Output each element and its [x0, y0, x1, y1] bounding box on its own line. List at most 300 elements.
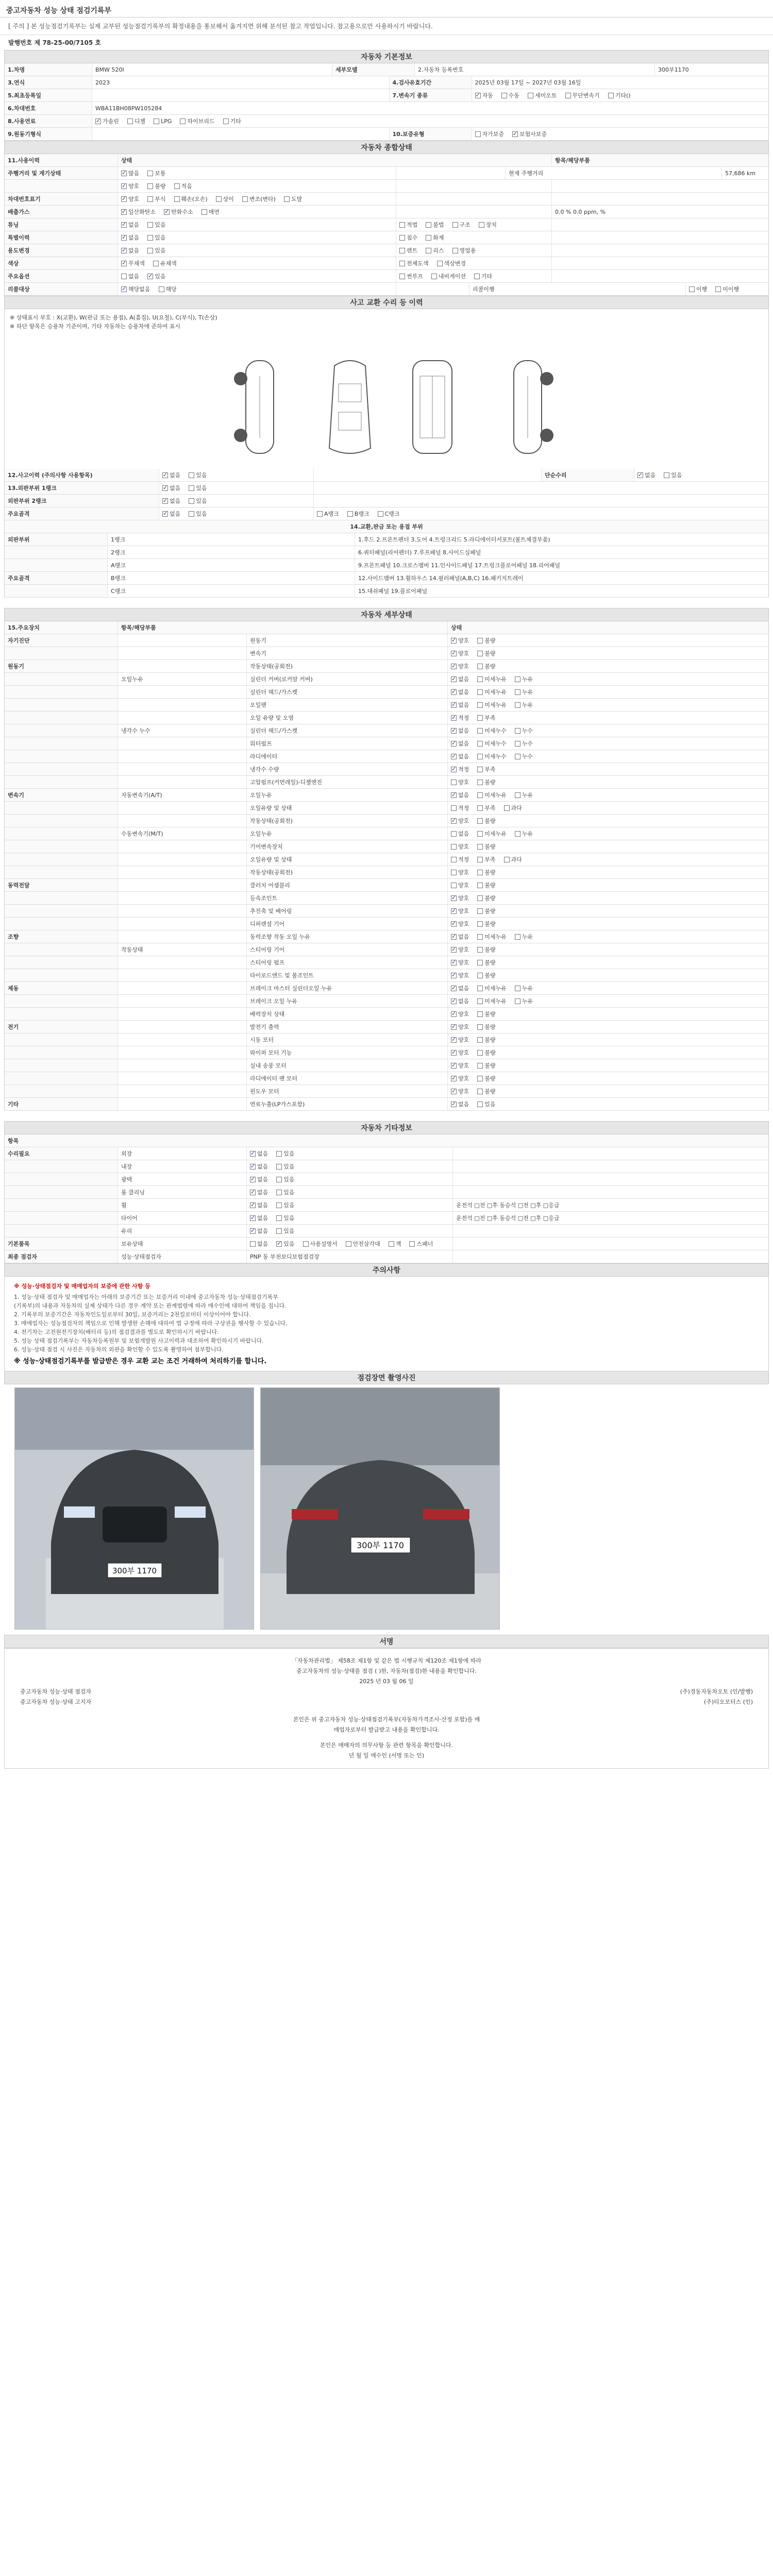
checkbox-option[interactable]	[95, 117, 119, 125]
checkbox-icon[interactable]	[515, 754, 520, 759]
checkbox-icon[interactable]	[479, 222, 484, 228]
checkbox-icon[interactable]	[501, 93, 507, 98]
checkbox-option[interactable]	[477, 842, 495, 851]
checkbox-option[interactable]	[477, 894, 495, 902]
checkbox-icon[interactable]	[477, 1076, 483, 1081]
checkbox-icon[interactable]	[250, 1215, 256, 1221]
checkbox-option[interactable]	[189, 484, 207, 492]
checkbox-option[interactable]	[276, 1214, 294, 1222]
checkbox-icon[interactable]	[451, 767, 457, 772]
checkbox-icon[interactable]	[477, 831, 483, 837]
checkbox-icon[interactable]	[121, 209, 127, 215]
checkbox-icon[interactable]	[121, 222, 127, 228]
checkbox-icon[interactable]	[477, 651, 483, 656]
checkbox-option[interactable]	[451, 881, 469, 889]
checkbox-icon[interactable]	[147, 248, 153, 253]
checkbox-icon[interactable]	[147, 196, 153, 202]
checkbox-icon[interactable]	[250, 1202, 256, 1208]
checkbox-icon[interactable]	[451, 921, 457, 927]
checkbox-option[interactable]	[451, 958, 469, 967]
checkbox-icon[interactable]	[127, 118, 133, 124]
checkbox-option[interactable]	[477, 1036, 495, 1044]
checkbox-option[interactable]	[477, 1048, 495, 1057]
checkbox-option[interactable]	[426, 246, 444, 255]
checkbox-icon[interactable]	[451, 676, 457, 682]
checkbox-icon[interactable]	[399, 235, 405, 241]
checkbox-option[interactable]	[174, 182, 192, 190]
checkbox-icon[interactable]	[477, 805, 483, 811]
checkbox-option[interactable]	[399, 233, 417, 242]
checkbox-icon[interactable]	[389, 1241, 394, 1247]
checkbox-icon[interactable]	[477, 1050, 483, 1056]
checkbox-option[interactable]	[477, 933, 507, 941]
checkbox-option[interactable]	[608, 91, 631, 99]
checkbox-option[interactable]	[147, 246, 165, 255]
checkbox-icon[interactable]	[451, 831, 457, 837]
checkbox-option[interactable]	[242, 195, 276, 203]
checkbox-icon[interactable]	[451, 754, 457, 759]
checkbox-option[interactable]	[477, 817, 495, 825]
checkbox-option[interactable]	[276, 1201, 294, 1209]
checkbox-option[interactable]	[451, 817, 469, 825]
checkbox-icon[interactable]	[154, 118, 159, 124]
checkbox-icon[interactable]	[477, 1063, 483, 1069]
checkbox-option[interactable]	[477, 829, 507, 838]
checkbox-option[interactable]	[276, 1175, 294, 1183]
checkbox-option[interactable]	[477, 907, 495, 915]
checkbox-icon[interactable]	[399, 222, 405, 228]
checkbox-icon[interactable]	[437, 261, 443, 266]
checkbox-icon[interactable]	[121, 171, 127, 176]
checkbox-option[interactable]	[504, 804, 522, 812]
checkbox-icon[interactable]	[477, 779, 483, 785]
checkbox-icon[interactable]	[426, 222, 431, 228]
checkbox-option[interactable]	[504, 855, 522, 863]
checkbox-icon[interactable]	[477, 741, 483, 747]
checkbox-icon[interactable]	[276, 1164, 282, 1170]
checkbox-icon[interactable]	[515, 986, 520, 991]
checkbox-option[interactable]	[250, 1175, 268, 1183]
checkbox-icon[interactable]	[162, 485, 168, 491]
checkbox-icon[interactable]	[451, 664, 457, 669]
checkbox-icon[interactable]	[180, 118, 186, 124]
checkbox-option[interactable]	[451, 984, 469, 992]
checkbox-option[interactable]	[477, 649, 495, 657]
checkbox-option[interactable]	[276, 1149, 294, 1158]
checkbox-icon[interactable]	[477, 973, 483, 978]
checkbox-option[interactable]	[451, 688, 469, 696]
checkbox-icon[interactable]	[515, 676, 520, 682]
checkbox-icon[interactable]	[477, 792, 483, 798]
checkbox-icon[interactable]	[477, 870, 483, 875]
checkbox-option[interactable]	[477, 855, 495, 863]
checkbox-icon[interactable]	[451, 702, 457, 708]
checkbox-option[interactable]	[250, 1201, 268, 1209]
checkbox-option[interactable]	[451, 739, 469, 748]
checkbox-icon[interactable]	[451, 651, 457, 656]
checkbox-option[interactable]	[180, 117, 214, 125]
checkbox-icon[interactable]	[451, 638, 457, 643]
checkbox-option[interactable]	[565, 91, 600, 99]
checkbox-option[interactable]	[250, 1227, 268, 1235]
checkbox-option[interactable]	[477, 688, 507, 696]
checkbox-option[interactable]	[515, 984, 533, 992]
checkbox-option[interactable]	[477, 958, 495, 967]
checkbox-icon[interactable]	[250, 1190, 256, 1195]
checkbox-option[interactable]	[477, 1087, 495, 1095]
checkbox-icon[interactable]	[565, 93, 571, 98]
checkbox-option[interactable]	[477, 791, 507, 799]
checkbox-icon[interactable]	[451, 908, 457, 914]
checkbox-icon[interactable]	[451, 883, 457, 888]
checkbox-option[interactable]	[477, 997, 507, 1005]
checkbox-icon[interactable]	[477, 702, 483, 708]
checkbox-option[interactable]	[121, 182, 139, 190]
checkbox-icon[interactable]	[515, 689, 520, 695]
checkbox-option[interactable]	[250, 1149, 268, 1158]
checkbox-option[interactable]	[477, 765, 495, 773]
checkbox-icon[interactable]	[189, 485, 194, 491]
checkbox-icon[interactable]	[477, 638, 483, 643]
checkbox-icon[interactable]	[474, 274, 480, 279]
checkbox-icon[interactable]	[276, 1241, 282, 1247]
checkbox-option[interactable]	[479, 221, 497, 229]
checkbox-icon[interactable]	[147, 222, 153, 228]
checkbox-icon[interactable]	[399, 274, 405, 279]
checkbox-icon[interactable]	[250, 1151, 256, 1157]
checkbox-option[interactable]	[451, 971, 469, 979]
checkbox-option[interactable]	[689, 285, 707, 293]
checkbox-icon[interactable]	[451, 715, 457, 721]
checkbox-option[interactable]	[451, 1061, 469, 1070]
checkbox-option[interactable]	[637, 471, 656, 479]
checkbox-icon[interactable]	[504, 805, 510, 811]
checkbox-icon[interactable]	[451, 741, 457, 747]
checkbox-icon[interactable]	[477, 844, 483, 850]
checkbox-option[interactable]	[477, 739, 507, 748]
checkbox-option[interactable]	[477, 804, 495, 812]
checkbox-icon[interactable]	[174, 196, 180, 202]
checkbox-option[interactable]	[431, 272, 466, 280]
checkbox-icon[interactable]	[451, 779, 457, 785]
checkbox-option[interactable]	[378, 510, 400, 518]
checkbox-option[interactable]	[147, 272, 165, 280]
checkbox-option[interactable]	[121, 246, 139, 255]
checkbox-option[interactable]	[477, 1010, 495, 1018]
checkbox-icon[interactable]	[451, 1024, 457, 1030]
checkbox-icon[interactable]	[477, 715, 483, 721]
checkbox-icon[interactable]	[451, 986, 457, 991]
checkbox-icon[interactable]	[276, 1228, 282, 1234]
checkbox-icon[interactable]	[216, 196, 222, 202]
checkbox-option[interactable]	[276, 1240, 294, 1248]
checkbox-icon[interactable]	[477, 1037, 483, 1043]
checkbox-option[interactable]	[451, 701, 469, 709]
checkbox-option[interactable]	[515, 739, 533, 748]
checkbox-icon[interactable]	[189, 472, 194, 478]
checkbox-icon[interactable]	[477, 818, 483, 824]
checkbox-icon[interactable]	[451, 947, 457, 953]
checkbox-option[interactable]	[189, 497, 207, 505]
checkbox-icon[interactable]	[515, 792, 520, 798]
checkbox-icon[interactable]	[451, 1037, 457, 1043]
checkbox-icon[interactable]	[477, 947, 483, 953]
checkbox-option[interactable]	[303, 1240, 338, 1248]
checkbox-icon[interactable]	[451, 844, 457, 850]
checkbox-option[interactable]	[121, 208, 156, 216]
checkbox-option[interactable]	[250, 1214, 268, 1222]
checkbox-option[interactable]	[276, 1227, 294, 1235]
checkbox-icon[interactable]	[162, 498, 168, 504]
checkbox-icon[interactable]	[477, 857, 483, 862]
checkbox-icon[interactable]	[477, 728, 483, 734]
checkbox-icon[interactable]	[477, 689, 483, 695]
checkbox-option[interactable]	[121, 221, 139, 229]
checkbox-option[interactable]	[515, 829, 533, 838]
checkbox-icon[interactable]	[121, 235, 127, 241]
checkbox-option[interactable]	[451, 649, 469, 657]
checkbox-icon[interactable]	[515, 702, 520, 708]
checkbox-icon[interactable]	[189, 498, 194, 504]
checkbox-icon[interactable]	[121, 261, 127, 266]
checkbox-option[interactable]	[147, 169, 165, 177]
checkbox-option[interactable]	[451, 675, 469, 683]
checkbox-icon[interactable]	[515, 728, 520, 734]
checkbox-option[interactable]	[399, 221, 417, 229]
checkbox-option[interactable]	[451, 1100, 469, 1108]
checkbox-icon[interactable]	[477, 908, 483, 914]
checkbox-option[interactable]	[121, 233, 139, 242]
checkbox-icon[interactable]	[477, 1101, 483, 1107]
checkbox-option[interactable]	[437, 259, 466, 267]
checkbox-option[interactable]	[515, 688, 533, 696]
checkbox-option[interactable]	[452, 221, 470, 229]
checkbox-icon[interactable]	[276, 1190, 282, 1195]
checkbox-option[interactable]	[451, 714, 469, 722]
checkbox-icon[interactable]	[477, 986, 483, 991]
checkbox-icon[interactable]	[664, 472, 669, 478]
checkbox-option[interactable]	[528, 91, 557, 99]
checkbox-option[interactable]	[147, 221, 165, 229]
checkbox-option[interactable]	[189, 471, 207, 479]
checkbox-option[interactable]	[515, 791, 533, 799]
checkbox-option[interactable]	[477, 1100, 495, 1108]
checkbox-option[interactable]	[477, 945, 495, 954]
checkbox-icon[interactable]	[451, 857, 457, 862]
checkbox-icon[interactable]	[451, 870, 457, 875]
checkbox-icon[interactable]	[201, 209, 207, 215]
checkbox-icon[interactable]	[121, 183, 127, 189]
checkbox-option[interactable]	[399, 246, 417, 255]
checkbox-option[interactable]	[451, 1023, 469, 1031]
checkbox-option[interactable]	[250, 1240, 268, 1248]
checkbox-icon[interactable]	[515, 998, 520, 1004]
checkbox-icon[interactable]	[608, 93, 614, 98]
checkbox-icon[interactable]	[452, 248, 458, 253]
checkbox-icon[interactable]	[451, 1063, 457, 1069]
checkbox-icon[interactable]	[399, 248, 405, 253]
checkbox-option[interactable]	[159, 285, 177, 293]
checkbox-icon[interactable]	[512, 131, 518, 137]
checkbox-icon[interactable]	[477, 1011, 483, 1017]
checkbox-icon[interactable]	[451, 728, 457, 734]
checkbox-icon[interactable]	[477, 1089, 483, 1094]
checkbox-icon[interactable]	[147, 235, 153, 241]
checkbox-icon[interactable]	[452, 222, 458, 228]
checkbox-option[interactable]	[451, 752, 469, 760]
checkbox-option[interactable]	[515, 726, 533, 735]
checkbox-icon[interactable]	[637, 472, 643, 478]
checkbox-option[interactable]	[477, 752, 507, 760]
checkbox-icon[interactable]	[477, 921, 483, 927]
checkbox-option[interactable]	[477, 868, 495, 876]
checkbox-icon[interactable]	[451, 1011, 457, 1017]
checkbox-option[interactable]	[451, 662, 469, 670]
checkbox-option[interactable]	[477, 726, 507, 735]
checkbox-option[interactable]	[276, 1188, 294, 1196]
checkbox-option[interactable]	[121, 285, 150, 293]
checkbox-icon[interactable]	[147, 183, 153, 189]
checkbox-option[interactable]	[451, 1087, 469, 1095]
checkbox-icon[interactable]	[477, 883, 483, 888]
checkbox-icon[interactable]	[451, 1050, 457, 1056]
checkbox-icon[interactable]	[346, 1241, 351, 1247]
checkbox-option[interactable]	[250, 1188, 268, 1196]
checkbox-option[interactable]	[276, 1162, 294, 1171]
checkbox-icon[interactable]	[475, 93, 481, 98]
checkbox-icon[interactable]	[451, 792, 457, 798]
checkbox-option[interactable]	[475, 130, 505, 138]
checkbox-option[interactable]	[216, 195, 234, 203]
checkbox-option[interactable]	[317, 510, 339, 518]
checkbox-icon[interactable]	[121, 248, 127, 253]
checkbox-icon[interactable]	[451, 1076, 457, 1081]
checkbox-option[interactable]	[174, 195, 208, 203]
checkbox-option[interactable]	[451, 907, 469, 915]
checkbox-icon[interactable]	[515, 741, 520, 747]
checkbox-icon[interactable]	[147, 171, 153, 176]
checkbox-option[interactable]	[451, 945, 469, 954]
checkbox-option[interactable]	[121, 259, 145, 267]
checkbox-icon[interactable]	[159, 286, 164, 292]
checkbox-icon[interactable]	[477, 664, 483, 669]
checkbox-option[interactable]	[477, 984, 507, 992]
checkbox-icon[interactable]	[504, 857, 510, 862]
checkbox-option[interactable]	[451, 778, 469, 786]
checkbox-option[interactable]	[147, 182, 165, 190]
checkbox-option[interactable]	[477, 1074, 495, 1082]
checkbox-icon[interactable]	[121, 286, 127, 292]
checkbox-icon[interactable]	[223, 118, 229, 124]
checkbox-icon[interactable]	[451, 1101, 457, 1107]
checkbox-option[interactable]	[515, 933, 533, 941]
checkbox-icon[interactable]	[515, 831, 520, 837]
checkbox-icon[interactable]	[347, 511, 353, 517]
checkbox-icon[interactable]	[477, 676, 483, 682]
checkbox-icon[interactable]	[477, 960, 483, 965]
checkbox-option[interactable]	[451, 726, 469, 735]
checkbox-option[interactable]	[147, 195, 165, 203]
checkbox-option[interactable]	[501, 91, 519, 99]
checkbox-option[interactable]	[475, 91, 493, 99]
checkbox-icon[interactable]	[162, 511, 168, 517]
checkbox-option[interactable]	[515, 997, 533, 1005]
checkbox-icon[interactable]	[477, 895, 483, 901]
checkbox-option[interactable]	[121, 195, 139, 203]
checkbox-option[interactable]	[426, 233, 444, 242]
checkbox-option[interactable]	[477, 662, 495, 670]
checkbox-option[interactable]	[515, 701, 533, 709]
checkbox-option[interactable]	[477, 1061, 495, 1070]
checkbox-option[interactable]	[250, 1162, 268, 1171]
checkbox-option[interactable]	[451, 920, 469, 928]
checkbox-option[interactable]	[477, 971, 495, 979]
checkbox-option[interactable]	[515, 752, 533, 760]
checkbox-option[interactable]	[451, 636, 469, 645]
checkbox-option[interactable]	[147, 233, 165, 242]
checkbox-option[interactable]	[284, 195, 302, 203]
checkbox-icon[interactable]	[689, 286, 695, 292]
checkbox-icon[interactable]	[715, 286, 721, 292]
checkbox-option[interactable]	[223, 117, 241, 125]
checkbox-option[interactable]	[451, 997, 469, 1005]
checkbox-icon[interactable]	[451, 934, 457, 940]
checkbox-option[interactable]	[477, 920, 495, 928]
checkbox-option[interactable]	[477, 881, 495, 889]
checkbox-option[interactable]	[426, 221, 444, 229]
checkbox-option[interactable]	[389, 1240, 401, 1248]
checkbox-option[interactable]	[452, 246, 476, 255]
checkbox-option[interactable]	[347, 510, 369, 518]
checkbox-option[interactable]	[664, 471, 682, 479]
checkbox-option[interactable]	[515, 675, 533, 683]
checkbox-icon[interactable]	[409, 1241, 415, 1247]
checkbox-icon[interactable]	[477, 998, 483, 1004]
checkbox-option[interactable]	[162, 471, 180, 479]
checkbox-option[interactable]	[451, 1074, 469, 1082]
checkbox-option[interactable]	[477, 636, 495, 645]
checkbox-option[interactable]	[451, 855, 469, 863]
checkbox-icon[interactable]	[475, 131, 481, 137]
checkbox-icon[interactable]	[250, 1177, 256, 1182]
checkbox-option[interactable]	[512, 130, 547, 138]
checkbox-option[interactable]	[451, 791, 469, 799]
checkbox-option[interactable]	[451, 765, 469, 773]
checkbox-icon[interactable]	[162, 472, 168, 478]
checkbox-option[interactable]	[162, 484, 180, 492]
checkbox-icon[interactable]	[399, 261, 405, 266]
checkbox-icon[interactable]	[451, 689, 457, 695]
checkbox-icon[interactable]	[451, 895, 457, 901]
checkbox-icon[interactable]	[250, 1228, 256, 1234]
checkbox-icon[interactable]	[426, 248, 431, 253]
checkbox-option[interactable]	[153, 259, 177, 267]
checkbox-icon[interactable]	[451, 1089, 457, 1094]
checkbox-option[interactable]	[451, 842, 469, 851]
checkbox-icon[interactable]	[451, 805, 457, 811]
checkbox-icon[interactable]	[477, 1024, 483, 1030]
checkbox-icon[interactable]	[451, 818, 457, 824]
checkbox-option[interactable]	[477, 714, 495, 722]
checkbox-icon[interactable]	[451, 973, 457, 978]
checkbox-option[interactable]	[451, 1048, 469, 1057]
checkbox-option[interactable]	[451, 1036, 469, 1044]
checkbox-option[interactable]	[399, 272, 423, 280]
checkbox-option[interactable]	[189, 510, 207, 518]
checkbox-option[interactable]	[127, 117, 145, 125]
checkbox-option[interactable]	[121, 272, 139, 280]
checkbox-option[interactable]	[346, 1240, 380, 1248]
